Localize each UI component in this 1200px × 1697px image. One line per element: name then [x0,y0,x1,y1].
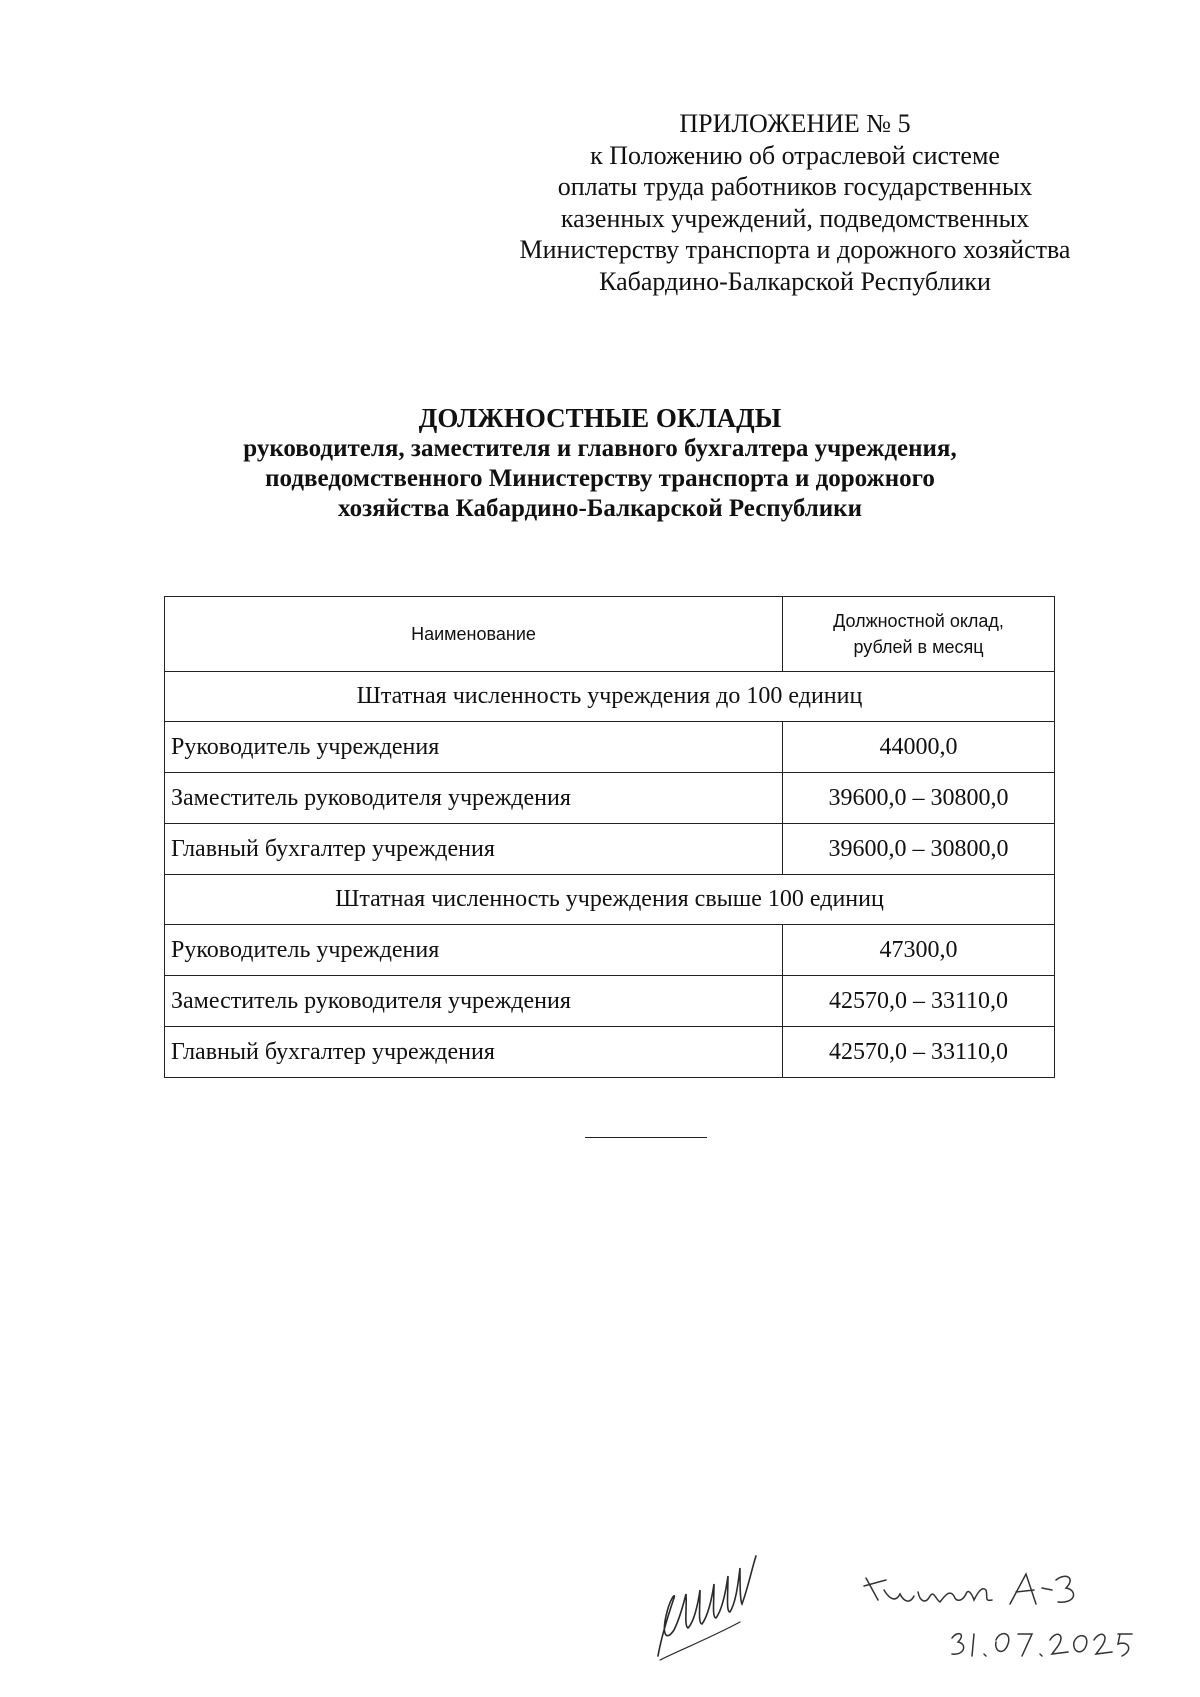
salary-value: 42570,0 – 33110,0 [783,976,1055,1027]
signature [640,1538,810,1668]
table-row [165,925,1055,976]
position-name: Заместитель руководителя учреждения [165,976,783,1027]
handwritten-note [860,1560,1160,1670]
title-main: ДОЛЖНОСТНЫЕ ОКЛАДЫ [418,403,782,433]
salary-value: 39600,0 – 30800,0 [783,824,1055,875]
header-salary-line2: рублей в месяц [853,637,984,657]
header-salary-line1: Должностной оклад, [833,611,1004,631]
salary-table [164,596,1055,1078]
table-row [165,722,1055,773]
appendix-header [470,108,1120,297]
signature-scribble [640,1538,810,1668]
table-row [165,976,1055,1027]
header-salary [783,597,1055,672]
position-name: Главный бухгалтер учреждения [165,824,783,875]
section-heading: Штатная численность учреждения до 100 единиц [165,672,1055,722]
appendix-line: Кабардино-Балкарской Республики [599,266,991,296]
table-row [165,1027,1055,1078]
table-header-row [165,597,1055,672]
appendix-title: ПРИЛОЖЕНИЕ № 5 [679,109,911,138]
title-line: подведомственного Министерству транспорта и дорожного [265,465,935,492]
appendix-line: казенных учреждений, подведомственных [560,203,1030,233]
end-rule [585,1137,707,1138]
section-row [165,672,1055,722]
position-name: Главный бухгалтер учреждения [165,1027,783,1078]
salary-value: 47300,0 [783,925,1055,976]
table-row [165,773,1055,824]
document-title [100,403,1100,524]
salary-value: 44000,0 [783,722,1055,773]
salary-value: 42570,0 – 33110,0 [783,1027,1055,1078]
table-row [165,824,1055,875]
section-row [165,875,1055,925]
title-line: хозяйства Кабардино-Балкарской Республики [338,495,862,522]
title-line: руководителя, заместителя и главного бухгалтера учреждения, [243,435,957,462]
section-heading: Штатная численность учреждения свыше 100 единиц [165,875,1055,925]
position-name: Руководитель учреждения [165,722,783,773]
position-name: Руководитель учреждения [165,925,783,976]
position-name: Заместитель руководителя учреждения [165,773,783,824]
handwritten-note-art [860,1560,1160,1670]
salary-value: 39600,0 – 30800,0 [783,773,1055,824]
appendix-line: оплаты труда работников государственных [557,172,1033,201]
appendix-line: к Положению об отраслевой системе [590,140,1000,170]
appendix-line: Министерству транспорта и дорожного хозяйства [519,235,1071,264]
header-name: Наименование [165,597,783,672]
